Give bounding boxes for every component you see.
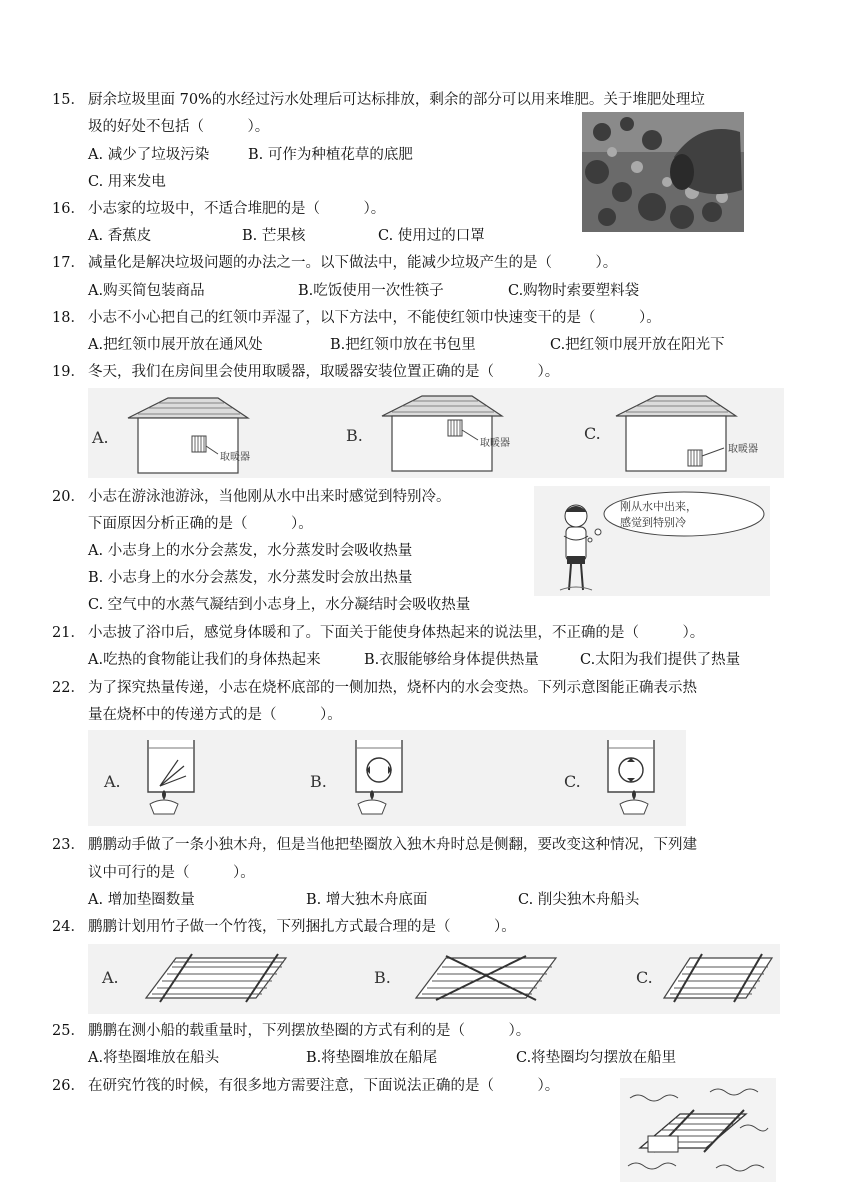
- q17-option-b: B.吃饭使用一次性筷子: [298, 283, 444, 299]
- q21-number: 21．: [52, 625, 85, 641]
- q16-stem: 小志家的垃圾中，不适合堆肥的是（ ）。: [88, 201, 386, 217]
- q24-stem: 鹏鹏计划用竹子做一个竹筏，下列捆扎方式最合理的是（ ）。: [88, 919, 516, 935]
- q18-option-b: B.把红领巾放在书包里: [330, 337, 476, 353]
- q19-number: 19．: [52, 364, 85, 380]
- q19-heater-label-b: 取暖器: [480, 438, 510, 449]
- q19-fig-label-b: B.: [346, 426, 363, 445]
- raft-on-water-icon: [620, 1078, 776, 1182]
- q23-option-c: C. 削尖独木舟船头: [518, 892, 640, 908]
- q25-option-b: B.将垫圈堆放在船尾: [306, 1050, 438, 1066]
- beaker-b-icon: [344, 734, 414, 824]
- q17-option-c: C.购物时索要塑料袋: [508, 283, 640, 299]
- q19-fig-label-a: A.: [92, 428, 109, 447]
- q16-option-a: A. 香蕉皮: [88, 228, 152, 244]
- raft-c-icon: [660, 948, 778, 1010]
- q23-number: 23．: [52, 837, 85, 853]
- q18-number: 18．: [52, 310, 85, 326]
- raft-a-icon: [136, 948, 306, 1010]
- q21-stem: 小志披了浴巾后，感觉身体暖和了。下面关于能使身体热起来的说法里，不正确的是（ ）。: [88, 625, 705, 641]
- house-a-icon: [118, 396, 278, 476]
- q20-option-c: C. 空气中的水蒸气凝结到小志身上，水分凝结时会吸收热量: [88, 597, 471, 613]
- q20-option-b: B. 小志身上的水分会蒸发，水分蒸发时会放出热量: [88, 570, 413, 586]
- q15-option-b: B. 可作为种植花草的底肥: [248, 147, 413, 163]
- q18-option-a: A.把红领巾展开放在通风处: [88, 337, 263, 353]
- q25-number: 25．: [52, 1023, 85, 1039]
- q22-fig-label-a: A.: [104, 772, 121, 791]
- q25-option-a: A.将垫圈堆放在船头: [88, 1050, 220, 1066]
- house-c-icon: [606, 394, 766, 474]
- q23-option-a: A. 增加垫圈数量: [88, 892, 195, 908]
- q15-option-a: A. 减少了垃圾污染: [88, 147, 210, 163]
- q17-option-a: A.购买简包装商品: [88, 283, 205, 299]
- q16-option-c: C. 使用过的口罩: [378, 228, 485, 244]
- q17-stem: 减量化是解决垃圾问题的办法之一。以下做法中，能减少垃圾产生的是（ ）。: [88, 255, 618, 271]
- raft-b-icon: [406, 948, 576, 1010]
- q22-figure: [88, 730, 686, 826]
- q19-figure: [88, 388, 784, 478]
- q16-option-b: B. 芒果核: [242, 228, 306, 244]
- q15-option-c: C. 用来发电: [88, 174, 166, 190]
- q20-number: 20．: [52, 489, 85, 505]
- q20-stem-line2: 下面原因分析正确的是（ ）。: [88, 516, 313, 532]
- q22-stem-line2: 量在烧杯中的传递方式的是（ ）。: [88, 707, 342, 723]
- q15-stem-line1: 厨余垃圾里面 70%的水经过污水处理后可达标排放，剩余的部分可以用来堆肥。关于堆肥处理垃: [88, 92, 705, 108]
- q19-heater-label-c: 取暖器: [728, 444, 758, 455]
- q15-stem-line2: 圾的好处不包括（ ）。: [88, 119, 270, 135]
- q22-stem-line1: 为了探究热量传递，小志在烧杯底部的一侧加热，烧杯内的水会变热。下列示意图能正确表示热: [88, 680, 697, 696]
- q18-option-c: C.把红领巾展开放在阳光下: [550, 337, 725, 353]
- q22-number: 22．: [52, 680, 85, 696]
- q24-figure: [88, 944, 780, 1014]
- q24-fig-label-a: A.: [102, 968, 119, 987]
- q19-stem: 冬天，我们在房间里会使用取暖器，取暖器安装位置正确的是（ ）。: [88, 364, 560, 380]
- q20-figure: [534, 486, 770, 596]
- q16-number: 16．: [52, 201, 85, 217]
- q22-fig-label-c: C.: [564, 772, 581, 791]
- q20-option-a: A. 小志身上的水分会蒸发，水分蒸发时会吸收热量: [88, 543, 413, 559]
- q21-option-c: C.太阳为我们提供了热量: [580, 652, 741, 668]
- beaker-c-icon: [596, 734, 666, 824]
- q20-stem-line1: 小志在游泳池游泳，当他刚从水中出来时感觉到特别冷。: [88, 489, 451, 505]
- q17-number: 17．: [52, 255, 85, 271]
- q18-stem: 小志不小心把自己的红领巾弄湿了，以下方法中，不能使红领巾快速变干的是（ ）。: [88, 310, 661, 326]
- q23-stem-line1: 鹏鹏动手做了一条小独木舟，但是当他把垫圈放入独木舟时总是侧翻，要改变这种情况，下列建: [88, 837, 697, 853]
- q21-option-b: B.衣服能够给身体提供热量: [364, 652, 539, 668]
- q24-fig-label-c: C.: [636, 968, 653, 987]
- q15-number: 15．: [52, 92, 85, 108]
- q25-option-c: C.将垫圈均匀摆放在船里: [516, 1050, 677, 1066]
- q26-number: 26．: [52, 1078, 85, 1094]
- q24-fig-label-b: B.: [374, 968, 391, 987]
- compost-photo: [582, 112, 744, 232]
- q23-stem-line2: 议中可行的是（ ）。: [88, 865, 255, 881]
- q21-option-a: A.吃热的食物能让我们的身体热起来: [88, 652, 321, 668]
- q19-fig-label-c: C.: [584, 424, 601, 443]
- q20-bubble-line1: 刚从水中出来，: [620, 500, 697, 513]
- q22-fig-label-b: B.: [310, 772, 327, 791]
- beaker-a-icon: [136, 734, 206, 824]
- q23-option-b: B. 增大独木舟底面: [306, 892, 428, 908]
- q20-bubble-line2: 感觉到特别冷: [620, 516, 686, 529]
- q24-number: 24．: [52, 919, 85, 935]
- q26-stem: 在研究竹筏的时候，有很多地方需要注意，下面说法正确的是（ ）。: [88, 1078, 560, 1094]
- q19-heater-label-a: 取暖器: [220, 452, 250, 463]
- q25-stem: 鹏鹏在测小船的载重量时，下列摆放垫圈的方式有利的是（ ）。: [88, 1023, 531, 1039]
